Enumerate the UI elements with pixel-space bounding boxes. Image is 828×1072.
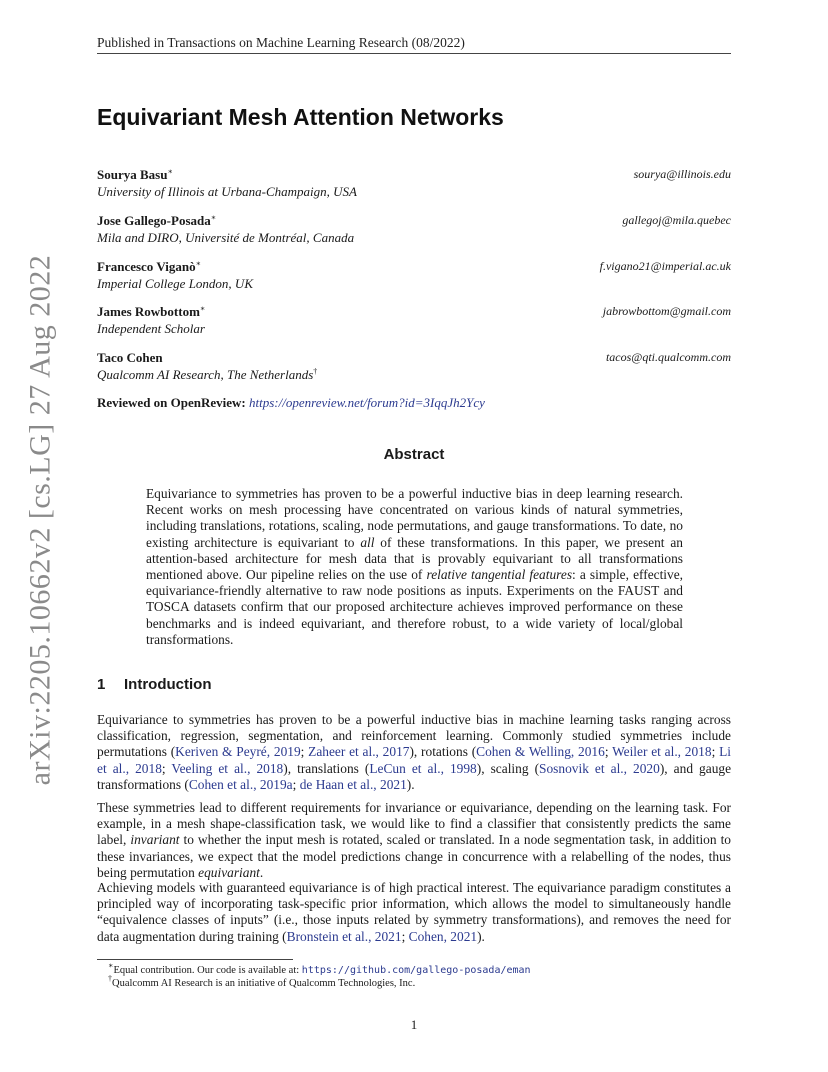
intro-paragraph: Achieving models with guaranteed equivariance is of high practical interest. The equivariance paradigm constitutes a principled way of incorporating task-specific prior information, which allows the model to simultaneously handle “equivalence classes of inputs” (i.e., those inputs related by symmetry transformations), and removes the need for data augmentation during training (Bronstein et al., 2021; Cohen, 2021). (97, 880, 731, 944)
citation-link[interactable]: Cohen & Welling, 2016 (476, 744, 605, 760)
intro-paragraph: Equivariance to symmetries has proven to be a powerful inductive bias in machine learning tasks ranging across classification, regression, segmentation, and reinforcement learning. Commonly studied symmetries include permutations (Keriven & Peyré, 2019; Zaheer et al., 2017), rotations (Cohen & Welling, 2016; Weiler et al., 2018; Li et al., 2018; Veeling et al., 2018), translations (LeCun et al., 1998), scaling (Sosnovik et al., 2020), and gauge transformations (Cohen et al., 2019a; de Haan et al., 2021). (97, 712, 732, 792)
code-repository-link[interactable]: https://github.com/gallego-posada/eman (301, 965, 531, 976)
author-name: James Rowbottom (97, 304, 200, 319)
arxiv-id-text: arXiv:2205.10662v2 [cs.LG] 27 Aug 2022 (23, 254, 56, 786)
author-block (97, 258, 731, 292)
author-affiliation: Qualcomm AI Research, The Netherlands (97, 367, 314, 382)
citation-link[interactable]: Weiler et al., 2018 (612, 744, 712, 760)
arxiv-side-identifier (20, 254, 60, 786)
review-line (97, 395, 731, 411)
review-label: Reviewed on OpenReview: (97, 395, 246, 410)
citation-link[interactable]: LeCun et al., 1998 (369, 760, 477, 776)
intro-paragraph: These symmetries lead to different requirements for invariance or equivariance, depending on the learning task. For example, in a mesh shape-classification task, we would like to find a classifier that consistently predicts the same label, invariant to whether the input mesh is rotated, scaled or translated. In a node segmentation task, in addition to these invariances, we expect that the model predictions change in concurrence with a relabelling of the nodes, thus being permutation equivariant. (97, 800, 731, 880)
author-email[interactable]: sourya@illinois.edu (633, 167, 731, 181)
author-block (97, 303, 731, 337)
citation-link[interactable]: Cohen, 2021 (408, 928, 478, 944)
citation-link[interactable]: Keriven & Peyré, 2019 (175, 744, 301, 760)
author-affiliation: Independent Scholar (97, 321, 205, 336)
author-name: Jose Gallego-Posada (97, 213, 211, 228)
author-email[interactable]: tacos@qti.qualcomm.com (605, 350, 731, 364)
author-mark: ∗ (167, 167, 173, 176)
author-affiliation: Mila and DIRO, Université de Montréal, Canada (97, 230, 355, 245)
openreview-link[interactable]: https://openreview.net/forum?id=3IqqJh2Ycy (249, 395, 485, 410)
citation-link[interactable]: Veeling et al., 2018 (171, 760, 284, 776)
author-block (97, 212, 731, 246)
author-name: Francesco Viganò (97, 259, 196, 274)
abstract-heading: Abstract (383, 446, 445, 463)
footnote-rule (97, 959, 293, 960)
author-block (97, 349, 731, 383)
paper-title: Equivariant Mesh Attention Networks (97, 104, 504, 130)
author-email[interactable]: gallegoj@mila.quebec (622, 213, 731, 227)
affiliation-mark: † (313, 367, 318, 376)
author-name: Sourya Basu (97, 167, 168, 182)
citation-link[interactable]: de Haan et al., 2021 (299, 776, 407, 792)
citation-link[interactable]: Cohen et al., 2019a (188, 776, 293, 792)
author-affiliation: University of Illinois at Urbana-Champaign, USA (97, 184, 357, 199)
section-heading-introduction (97, 676, 211, 693)
author-affiliation: Imperial College London, UK (97, 276, 253, 291)
running-head: Published in Transactions on Machine Learning Research (08/2022) (97, 35, 465, 50)
citation-link[interactable]: Bronstein et al., 2021 (286, 928, 402, 944)
page-number: 1 (410, 1017, 418, 1032)
author-mark: ∗ (195, 259, 202, 268)
footnote: ∗Equal contribution. Our code is available at: https://github.com/gallego-posada/eman (108, 961, 531, 976)
author-mark: ∗ (199, 304, 206, 313)
author-block (97, 166, 731, 200)
citation-link[interactable]: Sosnovik et al., 2020 (539, 760, 660, 776)
citation-link[interactable]: Li et al., 2018 (97, 744, 731, 776)
footnote: †Qualcomm AI Research is an initiative of Qualcomm Technologies, Inc. (108, 974, 416, 989)
author-name: Taco Cohen (97, 350, 163, 365)
author-mark: ∗ (210, 213, 217, 222)
citation-link[interactable]: Zaheer et al., 2017 (308, 744, 410, 760)
header-rule (97, 53, 731, 54)
author-email[interactable]: f.vigano21@imperial.ac.uk (599, 259, 731, 273)
section-number: 1 (97, 676, 106, 693)
section-title: Introduction (124, 676, 212, 693)
abstract-text: Equivariance to symmetries has proven to be a powerful inductive bias in deep learning research. Recent works on mesh processing have concentrated on various kinds of natural symmetries, including translations, rotations, scaling, node permutations, and gauge transformations. To date, no existing architecture is equivariant to all of these transformations. In this paper, we present an attention-based architecture for mesh data that is provably equivariant to all transformations mentioned above. Our pipeline relies on the use of relative tangential features: a simple, effective, equivariance-friendly alternative to raw node positions as inputs. Experiments on the FAUST and TOSCA datasets confirm that our proposed architecture achieves improved performance on these benchmarks and is indeed equivariant, and therefore robust, to a wide variety of local/global transformations. (146, 486, 684, 647)
author-email[interactable]: jabrowbottom@gmail.com (602, 304, 731, 318)
